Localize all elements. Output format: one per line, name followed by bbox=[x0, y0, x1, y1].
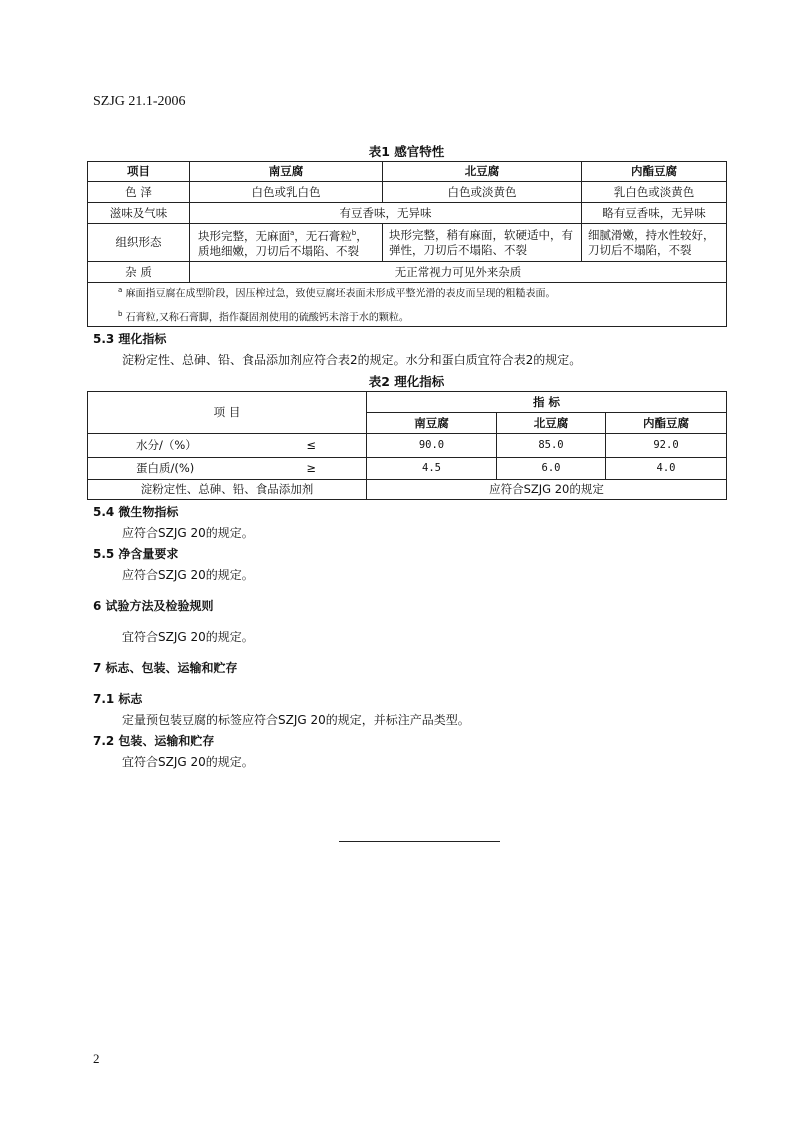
table2-item-header: 项 目 bbox=[88, 392, 367, 434]
document-code: SZJG 21.1-2006 bbox=[93, 94, 186, 109]
section-5-5-text: 应符合SZJG 20的规定。 bbox=[122, 568, 254, 582]
table2-cell: 92.0 bbox=[606, 434, 727, 458]
table2-index-header: 指 标 bbox=[367, 392, 727, 413]
table2-cell: 90.0 bbox=[367, 434, 497, 458]
table1-row-taste-label: 滋味及气味 bbox=[88, 203, 190, 224]
section-7-2-text: 宜符合SZJG 20的规定。 bbox=[122, 755, 254, 769]
table2-physicochemical bbox=[87, 391, 727, 500]
table1-cell: 有豆香味，无异味 bbox=[190, 203, 582, 224]
section-7-1-title: 7.1 标志 bbox=[93, 692, 143, 706]
table1-cell-texture-north: 块形完整，稍有麻面，软硬适中，有 弹性，刀切后不塌陷、不裂 bbox=[383, 224, 582, 262]
table1-caption: 表1 感官特性 bbox=[368, 144, 445, 159]
table2-caption: 表2 理化指标 bbox=[368, 374, 445, 389]
table1-sensory bbox=[87, 161, 727, 327]
section-6-text: 宜符合SZJG 20的规定。 bbox=[122, 630, 254, 644]
section-5-4-text: 应符合SZJG 20的规定。 bbox=[122, 526, 254, 540]
table1-cell: 略有豆香味，无异味 bbox=[582, 203, 727, 224]
page-number: 2 bbox=[93, 1051, 100, 1066]
footnote-b: $^b$ 石膏粒,又称石膏脚，指作凝固剂使用的硫酸钙未溶于水的颗粒。 bbox=[118, 310, 409, 324]
table2-cell: 6.0 bbox=[497, 458, 606, 480]
table1-cell: 无正常视力可见外来杂质 bbox=[190, 262, 727, 283]
table2-cell: 4.5 bbox=[367, 458, 497, 480]
table2-row-moisture-label: 水分/（%） ≤ bbox=[88, 434, 367, 458]
table1-header-item: 项目 bbox=[88, 162, 190, 182]
table2-cell: 85.0 bbox=[497, 434, 606, 458]
table2-row-protein-label: 蛋白质/(%) ≥ bbox=[88, 458, 367, 480]
table1-cell: 白色或淡黄色 bbox=[383, 182, 582, 203]
table1-cell-texture-south: 块形完整，无麻面$^a$，无石膏粒$^b$， 质地细嫩，刀切后不塌陷、不裂 bbox=[190, 224, 383, 262]
table1-header-lactone: 内酯豆腐 bbox=[582, 162, 727, 182]
table2-header-north: 北豆腐 bbox=[497, 413, 606, 434]
operator-le: ≤ bbox=[306, 438, 316, 452]
section-7-2-title: 7.2 包装、运输和贮存 bbox=[93, 734, 215, 748]
footnote-mark: a bbox=[290, 229, 295, 238]
section-7-1-text: 定量预包装豆腐的标签应符合SZJG 20的规定，并标注产品类型。 bbox=[122, 713, 470, 727]
table1-row-impurity-label: 杂 质 bbox=[88, 262, 190, 283]
table2-header-lactone: 内酯豆腐 bbox=[606, 413, 727, 434]
section-5-5-title: 5.5 净含量要求 bbox=[93, 547, 179, 561]
table1-header-south: 南豆腐 bbox=[190, 162, 383, 182]
section-5-3-title: 5.3 理化指标 bbox=[93, 332, 167, 346]
table1-row-color-label: 色 泽 bbox=[88, 182, 190, 203]
table1-cell-texture-lactone: 细腻滑嫩，持水性较好， 刀切后不塌陷，不裂 bbox=[582, 224, 727, 262]
section-5-4-title: 5.4 微生物指标 bbox=[93, 505, 179, 519]
section-5-3-text: 淀粉定性、总砷、铅、食品添加剂应符合表2的规定。水分和蛋白质宜符合表2的规定。 bbox=[122, 353, 582, 367]
section-7-title: 7 标志、包装、运输和贮存 bbox=[93, 661, 238, 675]
table2-header-south: 南豆腐 bbox=[367, 413, 497, 434]
table1-row-texture-label: 组织形态 bbox=[88, 224, 190, 262]
table1-cell: 乳白色或淡黄色 bbox=[582, 182, 727, 203]
table1-header-north: 北豆腐 bbox=[383, 162, 582, 182]
end-rule bbox=[339, 841, 500, 842]
section-6-title: 6 试验方法及检验规则 bbox=[93, 599, 214, 613]
table2-row-other-label: 淀粉定性、总砷、铅、食品添加剂 bbox=[88, 480, 367, 500]
table2-cell: 应符合SZJG 20的规定 bbox=[367, 480, 727, 500]
footnote-mark: b bbox=[351, 229, 357, 238]
operator-ge: ≥ bbox=[306, 461, 316, 475]
footnote-a: $^a$ 麻面指豆腐在成型阶段，因压榨过急，致使豆腐坯表面未形成平整光滑的表皮而呈现的粗糙表面。 bbox=[118, 286, 556, 300]
table1-footnotes bbox=[88, 283, 727, 327]
table1-cell: 白色或乳白色 bbox=[190, 182, 383, 203]
table2-cell: 4.0 bbox=[606, 458, 727, 480]
